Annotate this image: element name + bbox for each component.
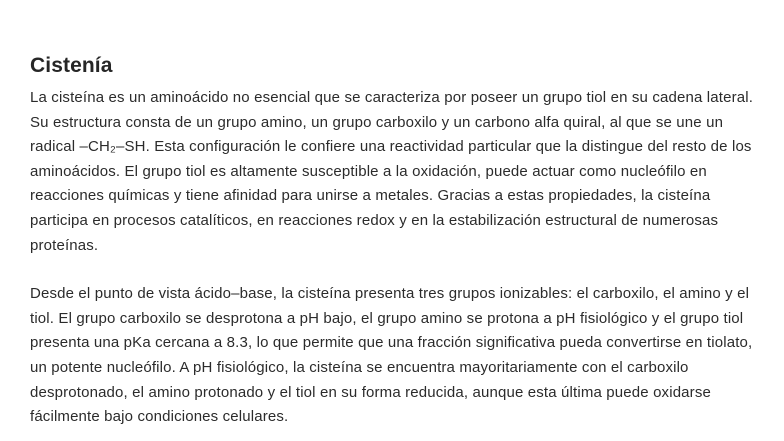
article	[30, 52, 758, 430]
article-title: Cistenía	[30, 54, 113, 77]
article-paragraph: Desde el punto de vista ácido–base, la cisteína presenta tres grupos ionizables: el carboxilo, el amino y el tiol. El grupo carboxilo se desprotona a pH bajo, el grupo amino se protona a pH fisiológico y el grupo tiol presenta una pKa cercana a 8.3, lo que permite que una fracción significativa pueda convertirse en tiolato, un potente nucleófilo. A pH fisiológico, la cisteína se encuentra mayoritariamente con el carboxilo desprotonado, el amino protonado y el tiol en su forma reducida, aunque esta última puede oxidarse fácilmente bajo condiciones celulares.	[30, 285, 753, 426]
article-paragraph: La cisteína es un aminoácido no esencial que se caracteriza por poseer un grupo tiol en su cadena lateral. Su estructura consta de un grupo amino, un grupo carboxilo y un carbono alfa quiral, al que se une un radical –CH₂–SH. Esta configuración le confiere una reactividad particular que la distingue del resto de los aminoácidos. El grupo tiol es altamente susceptible a la oxidación, puede actuar como nucleófilo en reacciones químicas y tiene afinidad para unirse a metales. Gracias a estas propiedades, la cisteína participa en procesos catalíticos, en reacciones redox y en la estabilización estructural de numerosas proteínas.	[30, 89, 754, 254]
